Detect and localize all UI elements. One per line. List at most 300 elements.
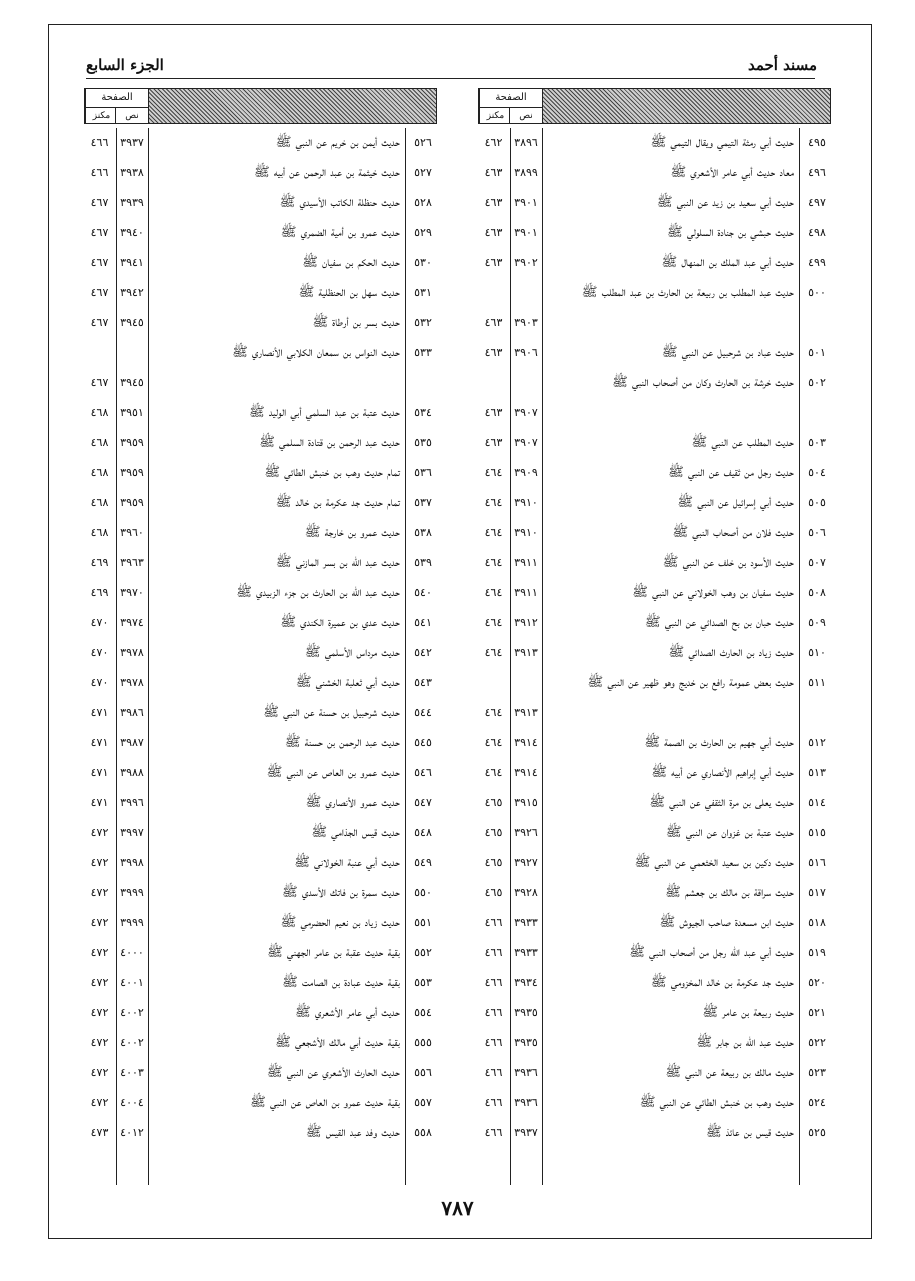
row-page-maknaz: ٤٧٢: [90, 886, 109, 899]
row-page-text: ٣٩٥١: [120, 406, 144, 419]
row-number: ٥٥٧: [414, 1096, 432, 1109]
row-title: بقية حديث عمرو بن العاص عن النبي ﷺ: [250, 1095, 400, 1110]
row-page-maknaz: ٤٦٦: [484, 1126, 503, 1139]
row-title: حديث ابن مسعدة صاحب الجيوش ﷺ: [659, 915, 794, 930]
index-row: [84, 548, 437, 578]
row-page-text: ٣٩٣٣: [514, 946, 538, 959]
row-number: ٤٩٦: [808, 166, 826, 179]
row-page-text: ٣٩١٤: [514, 736, 538, 749]
row-page-text: ٤٠١٢: [120, 1126, 144, 1139]
index-row: [478, 1118, 831, 1148]
row-page-maknaz: ٤٦٩: [90, 586, 109, 599]
row-page-maknaz: ٤٧٢: [90, 976, 109, 989]
index-row: [478, 758, 831, 788]
row-page-maknaz: ٤٦٤: [484, 706, 503, 719]
maknaz-sublabel: مكنز: [92, 111, 111, 121]
row-number: ٤٩٥: [808, 136, 826, 149]
row-number: ٥٤٤: [414, 706, 432, 719]
row-title: حديث أبي عنبة الخولاني ﷺ: [294, 855, 400, 870]
row-page-maknaz: ٤٦٢: [484, 136, 503, 149]
row-title: حديث أبي عامر الأشعري ﷺ: [295, 1005, 400, 1020]
row-page-maknaz: ٤٦٣: [484, 166, 503, 179]
row-page-text: ٣٩٠٧: [514, 406, 538, 419]
row-title: حديث ربيعة بن عامر ﷺ: [702, 1005, 794, 1020]
row-page-maknaz: ٤٦٨: [90, 436, 109, 449]
row-number: ٤٩٩: [808, 256, 826, 269]
row-number: ٥١٤: [808, 796, 826, 809]
row-page-text: ٣٩١٣: [514, 646, 538, 659]
row-page-text: ٣٩٢٦: [514, 826, 538, 839]
row-number: ٥٣٨: [414, 526, 432, 539]
row-title: تمام حديث جد عكرمة بن خالد ﷺ: [275, 495, 400, 510]
row-title: حديث أبي رمثة التيمي ويقال التيمي ﷺ: [650, 135, 794, 150]
index-row: [84, 188, 437, 218]
row-number: ٥٠٧: [808, 556, 826, 569]
row-title: حديث قيس بن عائذ ﷺ: [705, 1125, 794, 1140]
row-page-text: ٣٩٦٠: [120, 526, 144, 539]
row-page-maknaz: ٤٧٢: [90, 916, 109, 929]
row-number: ٤٩٧: [808, 196, 826, 209]
row-title: حديث عمرو بن خارجة ﷺ: [304, 525, 400, 540]
row-title: حديث عبد المطلب بن ربيعة بن الحارث بن عبد المطلب ﷺ: [581, 285, 794, 300]
index-row: [478, 428, 831, 458]
row-title: حديث حبشي بن جنادة السلولي ﷺ: [666, 225, 794, 240]
row-page-maknaz: ٤٧٢: [90, 1096, 109, 1109]
row-page-maknaz: ٤٧١: [90, 736, 109, 749]
row-page-text: ٣٩٤٥: [120, 316, 144, 329]
row-page-maknaz: ٤٦٣: [484, 436, 503, 449]
row-number: ٥٢٧: [414, 166, 432, 179]
row-number: ٥١١: [808, 676, 826, 689]
index-row: [478, 938, 831, 968]
row-page-maknaz: ٤٦٧: [90, 376, 109, 389]
row-page-text: ٣٩٠٢: [514, 256, 538, 269]
index-row: [478, 488, 831, 518]
row-page-text: ٣٩١٤: [514, 766, 538, 779]
row-page-text: ٣٩١٥: [514, 796, 538, 809]
row-page-text: ٣٩٤٥: [120, 376, 144, 389]
row-title: حديث سفيان بن وهب الخولاني عن النبي ﷺ: [632, 585, 794, 600]
row-title: حديث جد عكرمة بن خالد المخزومي ﷺ: [650, 975, 794, 990]
index-row: [478, 968, 831, 998]
row-number: ٥١٣: [808, 766, 826, 779]
row-page-maknaz: ٤٦٣: [484, 346, 503, 359]
row-page-text: ٣٩٥٩: [120, 466, 144, 479]
row-page-maknaz: ٤٧٢: [90, 1036, 109, 1049]
row-page-text: ٤٠٠٠: [120, 946, 144, 959]
index-row: [84, 1028, 437, 1058]
row-number: ٥٣٩: [414, 556, 432, 569]
index-row: [478, 548, 831, 578]
index-row: [84, 788, 437, 818]
row-number: ٥٣٢: [414, 316, 432, 329]
row-number: ٥١٦: [808, 856, 826, 869]
row-page-maknaz: ٤٦٤: [484, 496, 503, 509]
row-title: حديث زياد بن نعيم الحضرمي ﷺ: [280, 915, 400, 930]
row-page-text: ٣٩٩٦: [120, 796, 144, 809]
index-row: [84, 278, 437, 308]
row-page-text: ٣٩٢٧: [514, 856, 538, 869]
row-page-text: ٣٩٩٨: [120, 856, 144, 869]
row-title: حديث وفد عبد القيس ﷺ: [305, 1125, 400, 1140]
row-title: حديث أبي عبد الملك بن المنهال ﷺ: [661, 255, 794, 270]
index-row: [478, 788, 831, 818]
row-number: ٥٤٩: [414, 856, 432, 869]
row-number: ٥٢١: [808, 1006, 826, 1019]
row-title: حديث عمرو الأنصاري ﷺ: [305, 795, 400, 810]
row-title: حديث سراقة بن مالك بن جعشم ﷺ: [665, 885, 794, 900]
row-page-text: ٣٩١٢: [514, 616, 538, 629]
index-row: [84, 458, 437, 488]
row-page-text: ٣٩٨٦: [120, 706, 144, 719]
index-row: [84, 308, 437, 338]
row-number: ٥١٩: [808, 946, 826, 959]
row-number: ٥٤٥: [414, 736, 432, 749]
row-number: ٥٥٦: [414, 1066, 432, 1079]
index-row: [478, 1088, 831, 1118]
book-title: مسند أحمد: [747, 56, 817, 74]
row-number: ٥٢٨: [414, 196, 432, 209]
row-page-maknaz: ٤٦٦: [90, 136, 109, 149]
row-title: حديث زياد بن الحارث الصدائي ﷺ: [668, 645, 794, 660]
row-page-maknaz: ٤٦٨: [90, 406, 109, 419]
index-column-right: [478, 88, 831, 1185]
row-title: حديث حنظلة الكاتب الأسيدي ﷺ: [279, 195, 400, 210]
row-number: ٥٢٩: [414, 226, 432, 239]
text-sublabel: نص: [509, 108, 542, 124]
row-page-maknaz: ٤٦٨: [90, 496, 109, 509]
row-number: ٥٣١: [414, 286, 432, 299]
index-row: [84, 908, 437, 938]
index-column-left: [84, 88, 437, 1185]
row-title: حديث عتبة بن عبد السلمي أبي الوليد ﷺ: [249, 405, 400, 420]
row-page-maknaz: ٤٦٤: [484, 646, 503, 659]
index-row: [478, 218, 831, 248]
row-number: ٥١٥: [808, 826, 826, 839]
index-row: [84, 128, 437, 158]
row-page-text: ٣٩٣٦: [514, 1066, 538, 1079]
row-page-text: ٣٩٥٩: [120, 436, 144, 449]
row-number: ٥١٢: [808, 736, 826, 749]
row-title: حديث خيثمة بن عبد الرحمن عن أبيه ﷺ: [253, 165, 400, 180]
row-page-maknaz: ٤٦٦: [90, 166, 109, 179]
row-title: حديث سمرة بن فاتك الأسدي ﷺ: [282, 885, 400, 900]
row-page-maknaz: ٤٦٤: [484, 466, 503, 479]
index-row: [478, 1028, 831, 1058]
index-row: [84, 728, 437, 758]
row-number: ٥٥٥: [414, 1036, 432, 1049]
row-title: حديث عدي بن عميرة الكندي ﷺ: [280, 615, 400, 630]
row-page-text: ٣٩٨٧: [120, 736, 144, 749]
row-title: حديث حبان بن بح الصدائي عن النبي ﷺ: [644, 615, 794, 630]
row-page-maknaz: ٤٦٨: [90, 526, 109, 539]
row-title: حديث أبي عبد الله رجل من أصحاب النبي ﷺ: [629, 945, 794, 960]
row-number: ٥٣٦: [414, 466, 432, 479]
row-title: بقية حديث عقبة بن عامر الجهني ﷺ: [267, 945, 400, 960]
row-number: ٥١٧: [808, 886, 826, 899]
row-page-maknaz: ٤٦٧: [90, 226, 109, 239]
row-page-maknaz: ٤٦٨: [90, 466, 109, 479]
row-number: ٥٤٣: [414, 676, 432, 689]
row-page-text: ٣٩٣٧: [120, 136, 144, 149]
row-page-text: ٣٩٣٨: [120, 166, 144, 179]
row-page-text: ٣٩٤١: [120, 256, 144, 269]
row-number: ٥٤٨: [414, 826, 432, 839]
row-page-maknaz: ٤٦٥: [484, 796, 503, 809]
index-row: [84, 668, 437, 698]
rows-left: [84, 128, 437, 1185]
row-title: حديث وهب بن خنبش الطائي عن النبي ﷺ: [639, 1095, 794, 1110]
index-row: [84, 1058, 437, 1088]
index-row: [478, 638, 831, 668]
row-title: حديث عبد الله بن بسر المازني ﷺ: [275, 555, 400, 570]
index-row: [478, 908, 831, 938]
row-page-text: ٣٩٠١: [514, 196, 538, 209]
maknaz-sublabel: مكنز: [486, 111, 505, 121]
row-page-text: ٣٩٣٦: [514, 1096, 538, 1109]
row-title: حديث دكين بن سعيد الخثعمي عن النبي ﷺ: [634, 855, 794, 870]
index-row: [84, 338, 437, 398]
row-page-text: ٤٠٠٢: [120, 1036, 144, 1049]
row-number: ٥٥٤: [414, 1006, 432, 1019]
row-page-text: ٣٩٣٩: [120, 196, 144, 209]
row-title: حديث عبد الرحمن بن حسنة ﷺ: [284, 735, 400, 750]
row-page-text: ٣٩٩٧: [120, 826, 144, 839]
row-page-text: ٣٩١١: [514, 556, 538, 569]
row-page-maknaz: ٤٧٣: [90, 1126, 109, 1139]
row-title: حديث الحارث الأشعري عن النبي ﷺ: [266, 1065, 400, 1080]
index-row: [84, 878, 437, 908]
row-title: حديث عبد الرحمن بن قتادة السلمي ﷺ: [259, 435, 400, 450]
row-page-maknaz: ٤٦٣: [484, 316, 503, 329]
index-row: [478, 668, 831, 728]
index-row: [478, 368, 831, 428]
row-title: حديث المطلب عن النبي ﷺ: [691, 435, 794, 450]
row-title: حديث فلان من أصحاب النبي ﷺ: [672, 525, 794, 540]
row-number: ٥٥٢: [414, 946, 432, 959]
index-row: [478, 998, 831, 1028]
row-number: ٥١٨: [808, 916, 826, 929]
row-page-maknaz: ٤٦٥: [484, 856, 503, 869]
row-title: حديث سهل بن الحنظلية ﷺ: [298, 285, 400, 300]
index-row: [478, 188, 831, 218]
row-page-text: ٣٩٣٧: [514, 1126, 538, 1139]
index-row: [84, 158, 437, 188]
row-page-text: ٣٩٧٠: [120, 586, 144, 599]
row-title: حديث بسر بن أرطاة ﷺ: [312, 315, 400, 330]
row-number: ٥٣٣: [414, 346, 432, 359]
row-page-text: ٣٩٧٤: [120, 616, 144, 629]
row-number: ٥٢٢: [808, 1036, 826, 1049]
row-page-maknaz: ٤٧٠: [90, 616, 109, 629]
row-number: ٥٤٠: [414, 586, 432, 599]
row-title: حديث الأسود بن خلف عن النبي ﷺ: [662, 555, 794, 570]
row-number: ٥٠٦: [808, 526, 826, 539]
row-title: حديث قيس الجذامي ﷺ: [311, 825, 400, 840]
row-title: حديث عمرو بن أمية الضمري ﷺ: [280, 225, 400, 240]
row-title: حديث مالك بن ربيعة عن النبي ﷺ: [665, 1065, 794, 1080]
row-page-maknaz: ٤٦٥: [484, 886, 503, 899]
column-header: [84, 88, 437, 124]
row-number: ٥٠٥: [808, 496, 826, 509]
volume-title: الجزء السابع: [86, 56, 164, 74]
row-page-text: ٣٩٧٨: [120, 646, 144, 659]
row-page-maknaz: ٤٦٦: [484, 946, 503, 959]
row-number: ٥٣٥: [414, 436, 432, 449]
row-title: حديث أبي ثعلبة الخشني ﷺ: [295, 675, 400, 690]
row-page-text: ٣٩٩٩: [120, 916, 144, 929]
row-title: حديث النواس بن سمعان الكلابي الأنصاري ﷺ: [232, 345, 400, 360]
index-row: [84, 248, 437, 278]
index-row: [84, 608, 437, 638]
row-title: حديث أيمن بن خريم عن النبي ﷺ: [275, 135, 400, 150]
row-number: ٥٠٩: [808, 616, 826, 629]
index-row: [84, 848, 437, 878]
index-row: [478, 878, 831, 908]
row-page-text: ٣٩٧٨: [120, 676, 144, 689]
index-row: [478, 608, 831, 638]
row-number: ٥٠٠: [808, 286, 826, 299]
row-title: حديث عبد الله بن جابر ﷺ: [696, 1035, 794, 1050]
row-page-text: ٣٨٩٦: [514, 136, 538, 149]
index-row: [478, 458, 831, 488]
row-page-maknaz: ٤٦٧: [90, 286, 109, 299]
row-page-maknaz: ٤٧٠: [90, 676, 109, 689]
index-row: [478, 278, 831, 338]
row-title: حديث عبد الله بن الحارث بن جزء الزبيدي ﷺ: [236, 585, 400, 600]
row-page-maknaz: ٤٦٣: [484, 406, 503, 419]
index-row: [84, 758, 437, 788]
row-number: ٥٤٦: [414, 766, 432, 779]
row-page-maknaz: ٤٦٧: [90, 196, 109, 209]
row-page-maknaz: ٤٦٤: [484, 556, 503, 569]
row-page-maknaz: ٤٧١: [90, 766, 109, 779]
row-page-text: ٣٩٠٦: [514, 346, 538, 359]
index-row: [478, 818, 831, 848]
row-page-text: ٣٨٩٩: [514, 166, 538, 179]
index-row: [84, 698, 437, 728]
row-number: ٥٠٣: [808, 436, 826, 449]
row-page-text: ٤٠٠٤: [120, 1096, 144, 1109]
row-page-maknaz: ٤٦٦: [484, 1096, 503, 1109]
header-shading: [149, 89, 436, 123]
row-page-maknaz: ٤٦٣: [484, 196, 503, 209]
row-page-text: ٣٩٤٠: [120, 226, 144, 239]
row-page-maknaz: ٤٧٢: [90, 856, 109, 869]
row-page-maknaz: ٤٦٧: [90, 256, 109, 269]
row-title: حديث يعلى بن مرة الثقفي عن النبي ﷺ: [649, 795, 794, 810]
index-row: [84, 818, 437, 848]
index-row: [84, 938, 437, 968]
row-page-text: ٣٩٠١: [514, 226, 538, 239]
row-page-maknaz: ٤٦٤: [484, 736, 503, 749]
index-row: [478, 728, 831, 758]
row-number: ٥٤١: [414, 616, 432, 629]
index-row: [478, 158, 831, 188]
page-label: الصفحة: [480, 90, 542, 108]
row-number: ٥٥٨: [414, 1126, 432, 1139]
row-number: ٥٢٥: [808, 1126, 826, 1139]
row-title: حديث مرداس الأسلمي ﷺ: [304, 645, 400, 660]
row-page-maknaz: ٤٧١: [90, 706, 109, 719]
row-page-maknaz: ٤٦٦: [484, 1036, 503, 1049]
index-row: [478, 518, 831, 548]
row-page-maknaz: ٤٧٠: [90, 646, 109, 659]
row-title: حديث عباد بن شرحبيل عن النبي ﷺ: [661, 345, 794, 360]
index-row: [478, 248, 831, 278]
row-page-maknaz: ٤٦٤: [484, 616, 503, 629]
row-page-maknaz: ٤٦٣: [484, 226, 503, 239]
row-page-text: ٤٠٠١: [120, 976, 144, 989]
column-header: [478, 88, 831, 124]
row-page-text: ٣٩٩٩: [120, 886, 144, 899]
row-page-text: ٣٩٠٩: [514, 466, 538, 479]
row-title: حديث أبي سعيد بن زيد عن النبي ﷺ: [656, 195, 794, 210]
index-row: [478, 128, 831, 158]
row-title: بقية حديث عبادة بن الصامت ﷺ: [282, 975, 400, 990]
row-title: تمام حديث وهب بن خنبش الطائي ﷺ: [264, 465, 400, 480]
index-row: [478, 848, 831, 878]
row-number: ٥١٠: [808, 646, 826, 659]
row-number: ٥٠١: [808, 346, 826, 359]
row-number: ٥٠٤: [808, 466, 826, 479]
row-title: حديث أبي إبراهيم الأنصاري عن أبيه ﷺ: [651, 765, 794, 780]
index-row: [478, 1058, 831, 1088]
row-page-text: ٣٩٥٩: [120, 496, 144, 509]
row-number: ٥٠٢: [808, 376, 826, 389]
row-number: ٥٣٧: [414, 496, 432, 509]
row-number: ٥٢٤: [808, 1096, 826, 1109]
row-number: ٥٣٤: [414, 406, 432, 419]
row-page-text: ٣٩٠٧: [514, 436, 538, 449]
header-rule: [86, 78, 815, 79]
row-page-maknaz: ٤٦٦: [484, 1066, 503, 1079]
page-number: ٧٨٧: [441, 1196, 474, 1220]
row-number: ٥٥٠: [414, 886, 432, 899]
row-page-maknaz: ٤٧٢: [90, 826, 109, 839]
index-row: [84, 968, 437, 998]
row-number: ٥٥٣: [414, 976, 432, 989]
row-title: حديث رجل من ثقيف عن النبي ﷺ: [668, 465, 794, 480]
page-header-cell: [479, 89, 543, 123]
row-page-maknaz: ٤٦٦: [484, 976, 503, 989]
row-number: ٥٢٠: [808, 976, 826, 989]
row-page-maknaz: ٤٧١: [90, 796, 109, 809]
row-page-maknaz: ٤٦٦: [484, 1006, 503, 1019]
row-page-maknaz: ٤٦٤: [484, 766, 503, 779]
row-title: بقية حديث أبي مالك الأشجعي ﷺ: [275, 1035, 400, 1050]
row-page-text: ٣٩٣٣: [514, 916, 538, 929]
index-row: [84, 218, 437, 248]
row-page-text: ٣٩١١: [514, 586, 538, 599]
row-title: حديث بعض عمومة رافع بن خديج وهو ظهير عن النبي ﷺ: [587, 675, 794, 690]
rows-right: [478, 128, 831, 1185]
page-label: الصفحة: [86, 90, 148, 108]
row-title: حديث عتبة بن غزوان عن النبي ﷺ: [665, 825, 794, 840]
row-number: ٥٣٠: [414, 256, 432, 269]
row-page-text: ٣٩٨٨: [120, 766, 144, 779]
row-title: حديث أبي إسرائيل عن النبي ﷺ: [677, 495, 794, 510]
index-row: [84, 428, 437, 458]
row-page-text: ٣٩١٣: [514, 706, 538, 719]
row-page-text: ٣٩٣٤: [514, 976, 538, 989]
index-row: [84, 488, 437, 518]
row-title: معاد حديث أبي عامر الأشعري ﷺ: [670, 165, 794, 180]
header-shading: [543, 89, 830, 123]
index-row: [84, 518, 437, 548]
row-page-maknaz: ٤٦٤: [484, 586, 503, 599]
index-row: [84, 1088, 437, 1118]
